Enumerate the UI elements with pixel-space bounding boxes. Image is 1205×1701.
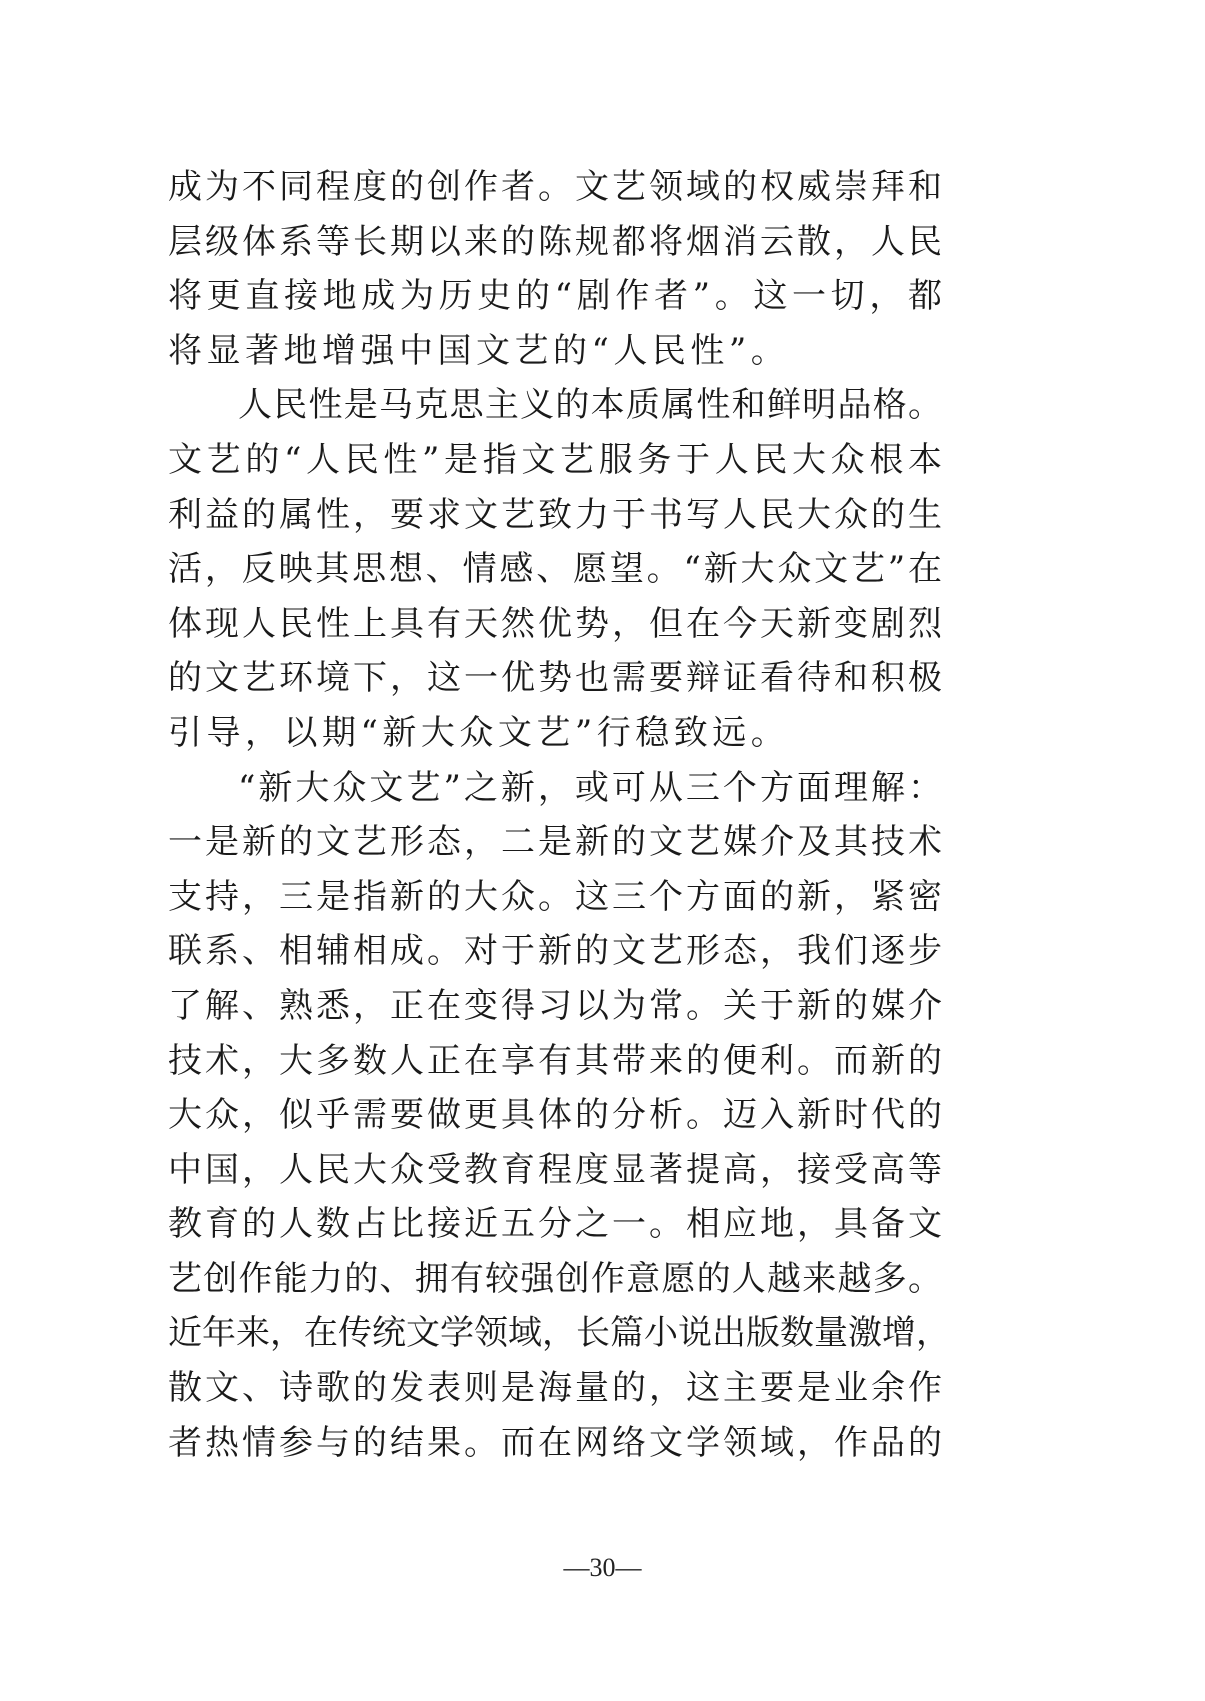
text-line: 者热情参与的结果。而在网络文学领域，作品的 xyxy=(168,1422,942,1463)
text-line: 的文艺环境下，这一优势也需要辩证看待和积极 xyxy=(168,658,942,699)
text-line: 活，反映其思想、情感、愿望。“新大众文艺”在 xyxy=(168,549,942,590)
body-text xyxy=(168,160,950,1470)
text-line: 将显著地增强中国文艺的“人民性”。 xyxy=(168,330,790,371)
page-number: —30— xyxy=(563,1553,642,1582)
text-line: 艺创作能力的、拥有较强创作意愿的人越来越多。 xyxy=(168,1258,942,1299)
text-line: 技术，大多数人正在享有其带来的便利。而新的 xyxy=(168,1040,942,1081)
text-line: 利益的属性，要求文艺致力于书写人民大众的生 xyxy=(168,494,942,535)
text-line: 文艺的“人民性”是指文艺服务于人民大众根本 xyxy=(168,439,942,480)
text-line: 散文、诗歌的发表则是海量的，这主要是业余作 xyxy=(168,1368,942,1409)
text-line: 联系、相辅相成。对于新的文艺形态，我们逐步 xyxy=(168,931,942,972)
text-line: 大众，似乎需要做更具体的分析。迈入新时代的 xyxy=(168,1095,942,1136)
text-line: 教育的人数占比接近五分之一。相应地，具备文 xyxy=(168,1204,942,1245)
text-line: 支持，三是指新的大众。这三个方面的新，紧密 xyxy=(168,876,942,917)
paragraph-2 xyxy=(168,378,942,760)
paragraph-3 xyxy=(168,761,950,1471)
paragraph-1 xyxy=(168,160,942,378)
text-line: 将更直接地成为历史的“剧作者”。这一切，都 xyxy=(168,276,942,317)
text-line: 引导，以期“新大众文艺”行稳致远。 xyxy=(168,712,790,753)
text-line: 层级体系等长期以来的陈规都将烟消云散，人民 xyxy=(168,221,942,262)
text-line: 人民性是马克思主义的本质属性和鲜明品格。 xyxy=(238,385,942,426)
text-line: 成为不同程度的创作者。文艺领域的权威崇拜和 xyxy=(168,167,942,207)
text-line: 体现人民性上具有天然优势，但在今天新变剧烈 xyxy=(168,603,942,644)
text-line: 一是新的文艺形态，二是新的文艺媒介及其技术 xyxy=(168,822,942,863)
text-line: 近年来，在传统文学领域，长篇小说出版数量激增， xyxy=(168,1313,950,1354)
text-line: 了解、熟悉，正在变得习以为常。关于新的媒介 xyxy=(168,985,942,1026)
text-line: 中国，人民大众受教育程度显著提高，接受高等 xyxy=(168,1149,942,1190)
text-line: “新大众文艺”之新，或可从三个方面理解： xyxy=(238,767,942,808)
